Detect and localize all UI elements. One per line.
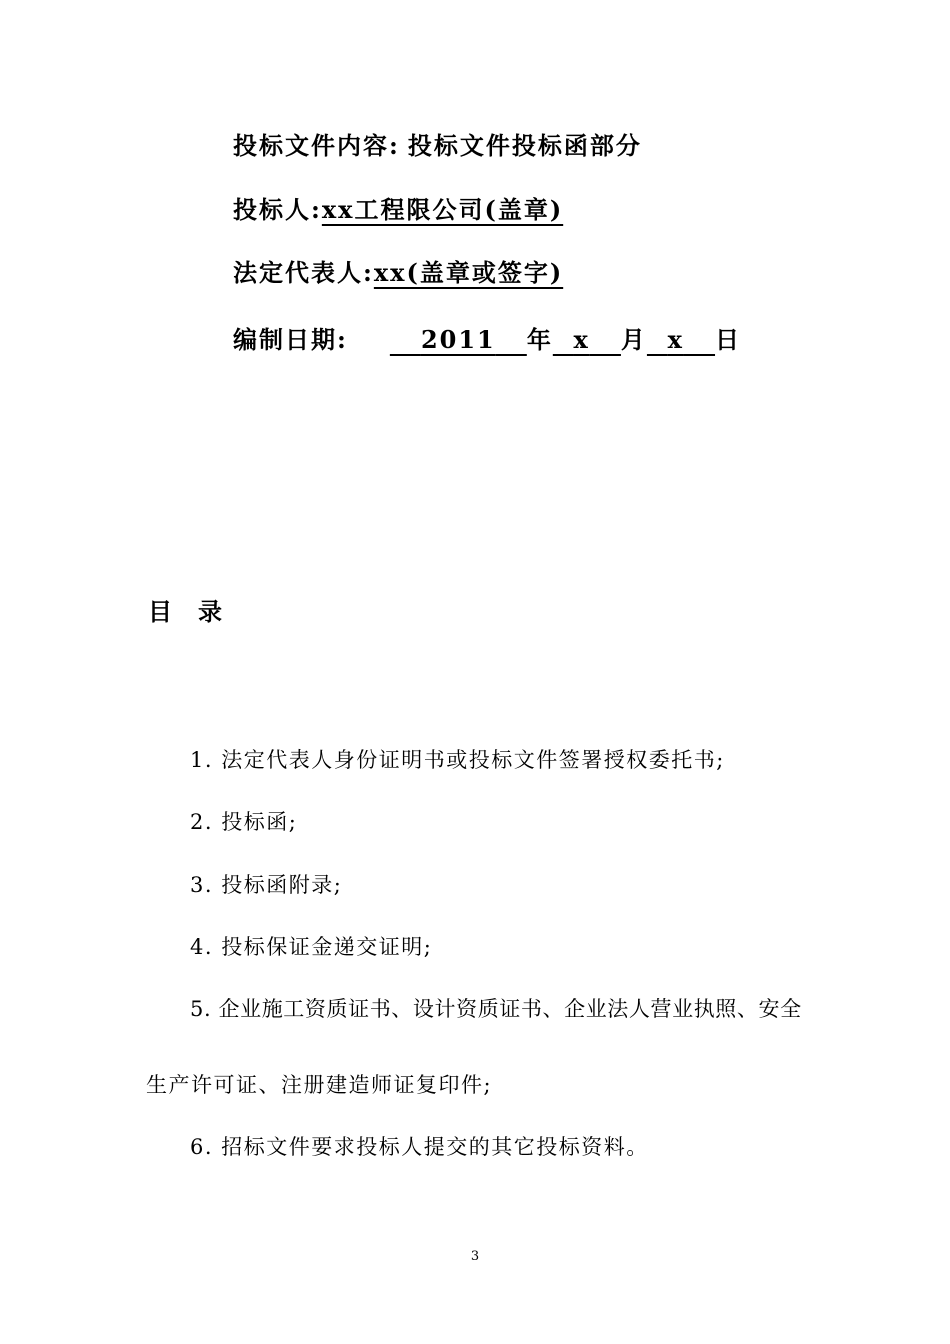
toc-item-1: 1. 法定代表人身份证明书或投标文件签署授权委托书;: [190, 748, 725, 772]
date-month-unit: 月: [620, 325, 647, 354]
date-day: x: [667, 325, 684, 354]
toc-title-char-2: 录: [198, 597, 222, 626]
representative-label: 法定代表人:: [233, 258, 374, 287]
bidder-value: xx工程限公司(盖章): [321, 195, 564, 224]
bidder-label: 投标人:: [233, 195, 322, 224]
date-day-unit: 日: [715, 325, 742, 354]
toc-item-5-continued: 生产许可证、注册建造师证复印件;: [146, 1073, 493, 1097]
toc-item-2: 2. 投标函;: [190, 810, 298, 834]
cover-bidder-line: [233, 190, 563, 225]
date-year-unit: 年: [526, 325, 553, 354]
page-number: 3: [470, 1249, 480, 1264]
toc-item-6: 6. 招标文件要求投标人提交的其它投标资料。: [190, 1135, 649, 1159]
date-label: 编制日期:: [233, 325, 348, 354]
toc-item-4: 4. 投标保证金递交证明;: [190, 935, 433, 959]
toc-title: [148, 592, 222, 627]
cover-content-line: [233, 126, 642, 161]
cover-representative-line: [233, 253, 563, 288]
representative-value: xx(盖章或签字): [373, 258, 564, 287]
toc-title-char-1: 目: [148, 597, 172, 626]
date-year: 2011: [420, 325, 496, 354]
date-month: x: [573, 325, 590, 354]
content-value: 投标文件投标函部分: [407, 131, 642, 160]
content-label: 投标文件内容:: [233, 131, 400, 160]
cover-date-line: [233, 320, 741, 355]
toc-item-3: 3. 投标函附录;: [190, 873, 343, 897]
toc-item-5: 5. 企业施工资质证书、设计资质证书、企业法人营业执照、安全: [190, 997, 802, 1021]
